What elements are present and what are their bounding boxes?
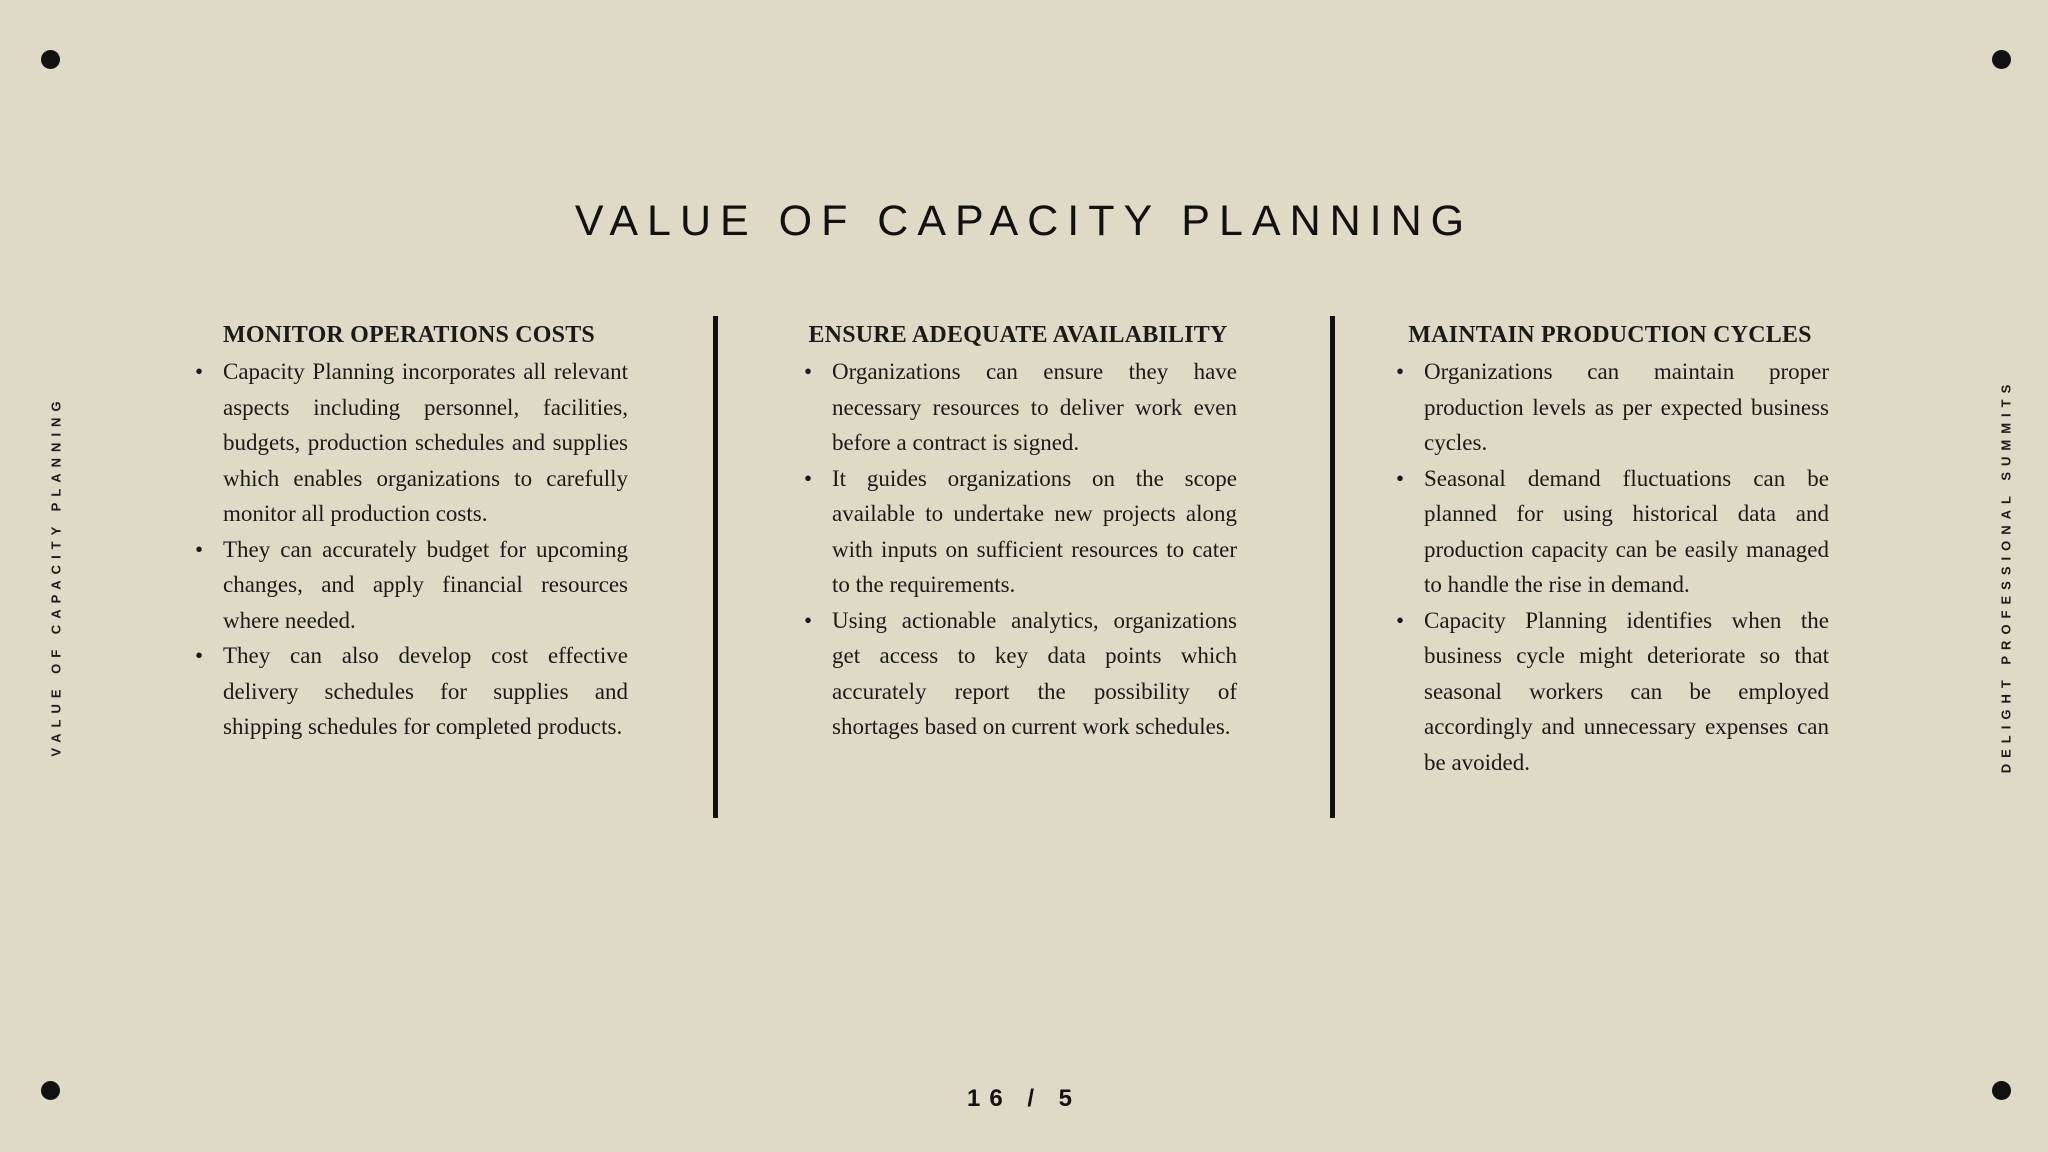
corner-dot-top-left (41, 50, 60, 69)
list-item-text: They can accurately budget for upcoming changes, and apply financial resources where needed. (223, 536, 628, 633)
list-item-text: Using actionable analytics, organizations get access to key data points which accurately report the possibility of shortages based on current work schedules. (832, 607, 1237, 739)
list-item (799, 461, 1237, 603)
list-item-text: Organizations can ensure they have necessary resources to deliver work even before a contract is signed. (832, 359, 1237, 455)
list-item (190, 354, 628, 532)
column-divider-2 (1330, 316, 1335, 818)
list-item (799, 354, 1237, 461)
column-maintain-production-cycles (1391, 318, 1829, 780)
bullet-icon: • (194, 536, 204, 562)
list-item-text: Capacity Planning incorporates all relevant aspects including personnel, facilities, budgets, production schedules and supplies which enables organizations to carefully monitor all production costs. (223, 359, 628, 526)
column-ensure-adequate-availability (799, 318, 1237, 745)
column-monitor-operations-costs (190, 318, 628, 745)
column-heading: MONITOR OPERATIONS COSTS (223, 322, 595, 348)
page-title: VALUE OF CAPACITY PLANNING (574, 197, 1474, 245)
list-item-text: It guides organizations on the scope available to undertake new projects along with inputs on sufficient resources to cater to the requirements. (832, 465, 1237, 597)
list-item-text: They can also develop cost effective delivery schedules for supplies and shipping schedules for completed products. (223, 643, 628, 739)
bullet-icon: • (194, 643, 204, 668)
bullet-icon: • (1395, 359, 1405, 384)
list-item (799, 603, 1237, 745)
bullet-list (799, 354, 1237, 745)
column-heading: ENSURE ADEQUATE AVAILABILITY (808, 322, 1228, 348)
side-label-right: DELIGHT PROFESSIONAL SUMMITS (1998, 378, 2014, 774)
bullet-icon: • (803, 607, 813, 633)
page-number: 16 / 5 (966, 1085, 1082, 1112)
bullet-icon: • (1395, 607, 1405, 633)
side-label-left: VALUE OF CAPACITY PLANNING (48, 395, 64, 757)
column-heading: MAINTAIN PRODUCTION CYCLES (1408, 322, 1812, 348)
bullet-icon: • (194, 359, 204, 384)
list-item (190, 532, 628, 639)
bullet-list (190, 354, 628, 745)
bullet-icon: • (803, 359, 813, 384)
list-item (190, 638, 628, 745)
list-item-text: Capacity Planning identifies when the business cycle might deteriorate so that seasonal workers can be employed accordingly and unnecessary expenses can be avoided. (1424, 607, 1829, 775)
column-divider-1 (713, 316, 718, 818)
list-item-text: Seasonal demand fluctuations can be planned for using historical data and production capacity can be easily managed to handle the rise in demand. (1424, 465, 1829, 597)
list-item (1391, 354, 1829, 461)
bullet-icon: • (1395, 465, 1405, 491)
bullet-icon: • (803, 465, 813, 491)
corner-dot-top-right (1992, 50, 2011, 69)
bullet-list (1391, 354, 1829, 780)
list-item-text: Organizations can maintain proper production levels as per expected business cycles. (1424, 359, 1829, 455)
list-item (1391, 461, 1829, 603)
list-item (1391, 603, 1829, 781)
